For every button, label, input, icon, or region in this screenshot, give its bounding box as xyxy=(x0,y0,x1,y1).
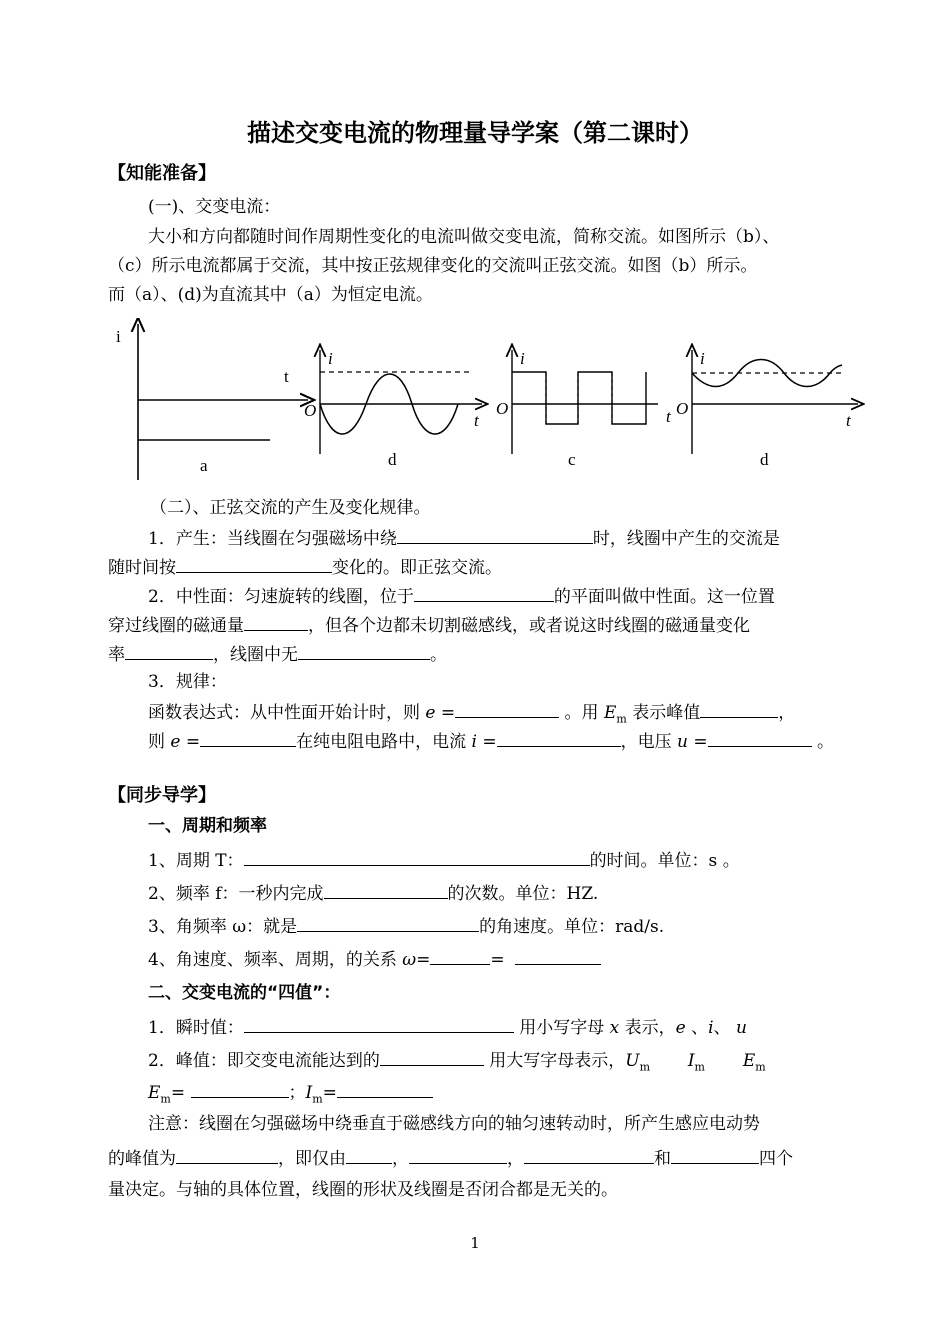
axis-label-i: i xyxy=(520,349,525,368)
fill-blank[interactable] xyxy=(298,642,430,660)
question-frequency: 2、频率 f：一秒内完成 的次数。单位：HZ. xyxy=(148,881,598,905)
fill-blank[interactable] xyxy=(297,914,479,932)
section-heading-guided-study: 【同步导学】 xyxy=(108,785,216,806)
fill-blank[interactable] xyxy=(455,700,559,718)
value-peak-formulas: $E_m=$ ；$I_m=$ xyxy=(148,1080,433,1110)
question-relation: 4、角速度、频率、周期，的关系 ω= = xyxy=(148,947,601,971)
fill-blank[interactable] xyxy=(515,947,601,965)
fill-blank[interactable] xyxy=(191,1080,289,1098)
fill-blank[interactable] xyxy=(200,729,296,747)
graph-offset-sine xyxy=(676,349,858,469)
note-line: 注意：线圈在匀强磁场中绕垂直于磁感线方向的轴匀速转动时，所产生感应电动势 xyxy=(148,1114,760,1134)
item-neutral-plane-cont: 穿过线圈的磁通量 ，但各个边都未切割磁感线，或者说这时线圈的磁通量变化 xyxy=(108,613,750,637)
fill-blank[interactable] xyxy=(244,1015,514,1033)
fill-blank[interactable] xyxy=(380,1048,484,1066)
axis-label-i: i xyxy=(328,349,333,368)
section-heading-preparation: 【知能准备】 xyxy=(108,163,216,184)
fill-blank[interactable] xyxy=(125,642,213,660)
fill-blank[interactable] xyxy=(397,526,593,544)
graph-a xyxy=(116,324,308,480)
page-title: 描述交变电流的物理量导学案（第二课时） xyxy=(247,119,703,147)
square-wave xyxy=(512,372,646,424)
origin-label: O xyxy=(496,399,509,418)
note-line: 的峰值为 ，即仅由 ， ， 和 四个 xyxy=(108,1146,793,1170)
paragraph-line: （c）所示电流都属于交流，其中按正弦规律变化的交流叫正弦交流。如图（b）所示。 xyxy=(108,256,758,276)
axis-label-t: t xyxy=(846,411,851,430)
fill-blank[interactable] xyxy=(414,584,554,602)
axis-label-i: i xyxy=(700,349,705,368)
fill-blank[interactable] xyxy=(324,881,448,899)
fill-blank[interactable] xyxy=(346,1146,392,1164)
item-neutral-plane-cont: 率 ，线圈中无 。 xyxy=(108,642,447,666)
subsection-period-frequency: 一、周期和频率 xyxy=(148,816,267,836)
item-generation-cont: 随时间按 变化的。即正弦交流。 xyxy=(108,555,502,579)
fill-blank[interactable] xyxy=(700,700,778,718)
fill-blank[interactable] xyxy=(244,848,590,866)
note-line: 量决定。与轴的具体位置，线圈的形状及线圈是否闭合都是无关的。 xyxy=(108,1180,618,1200)
fill-blank[interactable] xyxy=(244,613,308,631)
caption-b: d xyxy=(388,450,397,469)
origin-label: O xyxy=(304,401,317,420)
graph-square xyxy=(496,349,672,469)
subsection-sine-label: （二）、正弦交流的产生及变化规律。 xyxy=(150,498,431,518)
origin-label: O xyxy=(676,399,689,418)
value-instantaneous: 1．瞬时值： 用小写字母 x 表示，e 、i、 u xyxy=(148,1015,747,1039)
fill-blank[interactable] xyxy=(497,729,621,747)
value-peak: 2．峰值：即交变电流能达到的 用大写字母表示，$U_m$ $I_m$ $E_m$ xyxy=(148,1048,766,1078)
fill-blank[interactable] xyxy=(337,1080,433,1098)
axis-label-t: t xyxy=(474,411,479,430)
paragraph-line: 而（a）、(d)为直流其中（a）为恒定电流。 xyxy=(108,285,433,305)
item-rule-expression: 函数表达式：从中性面开始计时，则 e = 。用 $E_m$ 表示峰值 ， xyxy=(148,700,795,730)
subsection-four-values: 二、交变电流的“四值”： xyxy=(148,983,341,1003)
page-number: 1 xyxy=(470,1234,480,1252)
graph-sine xyxy=(304,349,482,469)
fill-blank[interactable] xyxy=(430,947,490,965)
item-rule-cont: 则 e = 在纯电阻电路中，电流 i = ，电压 u = 。 xyxy=(148,729,834,753)
caption-d: d xyxy=(760,450,769,469)
fill-blank[interactable] xyxy=(524,1146,654,1164)
fill-blank[interactable] xyxy=(671,1146,759,1164)
axis-label-t: t xyxy=(284,367,289,386)
caption-a: a xyxy=(200,456,208,475)
subsection-ac-label: (一)、交变电流： xyxy=(148,197,281,217)
current-waveform-figure xyxy=(110,318,870,486)
item-rule-label: 3．规律： xyxy=(148,672,227,692)
fill-blank[interactable] xyxy=(708,729,812,747)
item-generation: 1．产生：当线圈在匀强磁场中绕 时，线圈中产生的交流是 xyxy=(148,526,780,550)
question-period: 1、周期 T： 的时间。单位：s 。 xyxy=(148,848,740,872)
axis-label-i: i xyxy=(116,327,121,346)
item-neutral-plane: 2．中性面：匀速旋转的线圈，位于 的平面叫做中性面。这一位置 xyxy=(148,584,775,608)
fill-blank[interactable] xyxy=(176,1146,278,1164)
caption-c: c xyxy=(568,450,576,469)
axis-label-t: t xyxy=(666,407,671,426)
fill-blank[interactable] xyxy=(409,1146,507,1164)
paragraph-line: 大小和方向都随时间作周期性变化的电流叫做交变电流，简称交流。如图所示（b）、 xyxy=(148,227,780,247)
fill-blank[interactable] xyxy=(176,555,332,573)
question-angular-frequency: 3、角频率 ω：就是 的角速度。单位：rad/s. xyxy=(148,914,664,938)
